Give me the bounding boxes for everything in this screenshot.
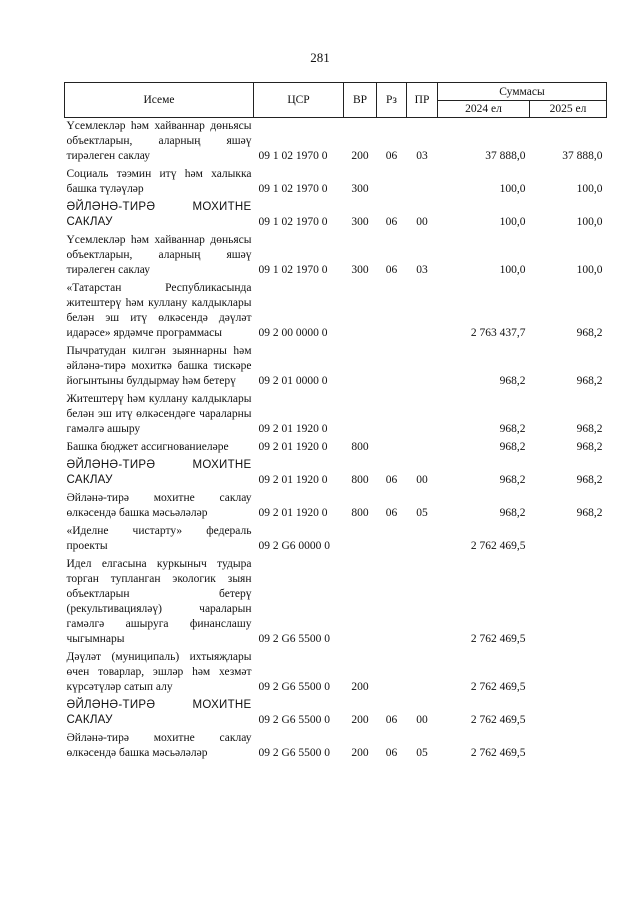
- cell-name: Пычратудан килгән зыяннарны һәм әйләнә-тирә мохиткә башка тискәре йогынтыны булдырмау һәм бетерү: [66, 345, 252, 387]
- cell-pr: 05: [416, 747, 428, 759]
- cell-name: ӘЙЛӘНӘ-ТИРӘ МОХИТНЕ САКЛАУ: [66, 459, 252, 486]
- table-row: [65, 199, 607, 232]
- cell-2025: [530, 523, 607, 556]
- column-header-sums: Суммасы: [438, 83, 607, 101]
- cell-2024: 100,0: [499, 264, 526, 276]
- cell-2024: 968,2: [499, 507, 526, 519]
- cell-2025: 968,2: [576, 507, 603, 519]
- cell-csr: 09 2 G6 5500 0: [258, 633, 331, 645]
- cell-csr: 09 2 01 1920 0: [258, 507, 328, 519]
- table-row: [65, 556, 607, 649]
- table-row: [65, 490, 607, 523]
- cell-2025: 968,2: [576, 375, 603, 387]
- cell-vr: 800: [351, 441, 369, 453]
- column-header-rz: Рз: [377, 83, 407, 118]
- cell-pr: [407, 649, 438, 697]
- cell-csr: 09 2 G6 5500 0: [258, 747, 331, 759]
- cell-vr: 300: [351, 264, 369, 276]
- cell-csr: 09 2 G6 5500 0: [258, 681, 331, 693]
- cell-name: Башка бюджет ассигнованиеләре: [66, 441, 229, 453]
- table-row: [65, 523, 607, 556]
- page-number: 281: [310, 50, 330, 65]
- column-header-name: Исеме: [65, 83, 254, 118]
- column-header-vr: ВР: [344, 83, 377, 118]
- cell-pr: 05: [416, 507, 428, 519]
- cell-2025: 37 888,0: [562, 150, 603, 162]
- column-header-2025: 2025 ел: [530, 101, 607, 118]
- cell-2024: 968,2: [499, 375, 526, 387]
- cell-2025: 968,2: [576, 423, 603, 435]
- cell-csr: 09 2 01 0000 0: [258, 375, 328, 387]
- cell-2024: 100,0: [499, 216, 526, 228]
- cell-2025: [530, 697, 607, 730]
- cell-2024: 968,2: [499, 474, 526, 486]
- cell-name: Социаль тәэмин итү һәм халыкка башка түләүләр: [66, 168, 252, 195]
- table-row: [65, 457, 607, 490]
- cell-name: ӘЙЛӘНӘ-ТИРӘ МОХИТНЕ САКЛАУ: [66, 699, 252, 726]
- cell-2025: 968,2: [576, 327, 603, 339]
- cell-name: Үсемлекләр һәм хайваннар дөньясы объектларын, аларның яшәү тирәлеген саклау: [66, 234, 252, 276]
- cell-pr: 03: [416, 264, 428, 276]
- cell-vr: 300: [351, 216, 369, 228]
- table-row: [65, 343, 607, 391]
- column-header-csr: ЦСР: [254, 83, 344, 118]
- cell-pr: [407, 166, 438, 199]
- cell-csr: 09 2 01 1920 0: [258, 441, 328, 453]
- cell-2024: 2 762 469,5: [470, 714, 526, 726]
- cell-rz: 06: [385, 150, 398, 162]
- cell-vr: 800: [351, 474, 369, 486]
- cell-pr: [407, 343, 438, 391]
- cell-rz: [377, 166, 407, 199]
- cell-vr: 200: [351, 747, 369, 759]
- table-header: [65, 83, 607, 118]
- cell-name: Дәүләт (муниципаль) ихтыяҗлары өчен товарлар, эшләр һәм хезмәт күрсәтүләр сатып алу: [66, 651, 252, 693]
- table-row: [65, 697, 607, 730]
- cell-pr: 03: [416, 150, 428, 162]
- cell-rz: 06: [385, 747, 398, 759]
- table-row: [65, 118, 607, 167]
- cell-name: Әйләнә-тирә мохитне саклау өлкәсендә башка мәсьәләләр: [66, 732, 252, 759]
- cell-vr: 200: [351, 681, 369, 693]
- cell-rz: [377, 523, 407, 556]
- cell-pr: [407, 523, 438, 556]
- cell-pr: [407, 556, 438, 649]
- table-row: [65, 166, 607, 199]
- column-header-2024: 2024 ел: [438, 101, 530, 118]
- table-row: [65, 439, 607, 457]
- cell-csr: 09 1 02 1970 0: [258, 183, 328, 195]
- cell-pr: [407, 439, 438, 457]
- cell-name: Житештерү һәм куллану калдыклары белән эш итү өлкәсендәге чараларны гамәлгә ашыру: [66, 393, 252, 435]
- cell-2024: 2 762 469,5: [470, 540, 526, 552]
- cell-vr: [344, 280, 377, 343]
- cell-pr: 00: [416, 216, 428, 228]
- cell-2024: 968,2: [499, 441, 526, 453]
- cell-2025: [530, 556, 607, 649]
- cell-name: ӘЙЛӘНӘ-ТИРӘ МОХИТНЕ САКЛАУ: [66, 201, 252, 228]
- cell-2025: [530, 730, 607, 763]
- cell-vr: [344, 523, 377, 556]
- cell-csr: 09 2 01 1920 0: [258, 474, 328, 486]
- table-row: [65, 232, 607, 280]
- cell-pr: [407, 280, 438, 343]
- cell-rz: [377, 391, 407, 439]
- cell-2024: 37 888,0: [485, 150, 526, 162]
- column-header-pr: ПР: [407, 83, 438, 118]
- cell-2025: 968,2: [576, 474, 603, 486]
- table-body: [65, 118, 607, 764]
- cell-vr: 300: [351, 183, 369, 195]
- cell-vr: [344, 556, 377, 649]
- cell-2025: 100,0: [576, 264, 603, 276]
- cell-rz: [377, 280, 407, 343]
- cell-name: Үсемлекләр һәм хайваннар дөньясы объектларын, аларның яшәү тирәлеген саклау: [66, 120, 252, 162]
- cell-csr: 09 1 02 1970 0: [258, 150, 328, 162]
- cell-vr: 200: [351, 150, 369, 162]
- cell-2024: 2 762 469,5: [470, 633, 526, 645]
- cell-2024: 100,0: [499, 183, 526, 195]
- cell-rz: [377, 649, 407, 697]
- cell-rz: [377, 439, 407, 457]
- table-row: [65, 730, 607, 763]
- cell-2024: 2 762 469,5: [470, 747, 526, 759]
- cell-2025: [530, 649, 607, 697]
- cell-csr: 09 2 G6 0000 0: [258, 540, 331, 552]
- cell-rz: 06: [385, 216, 398, 228]
- cell-rz: [377, 556, 407, 649]
- cell-vr: [344, 391, 377, 439]
- cell-vr: [344, 343, 377, 391]
- table-row: [65, 280, 607, 343]
- cell-name: Идел елгасына куркыныч тудыра торган тупланган экологик зыян объектларын бетерү (рекультивацияләү) чараларын гамәлгә ашыруга финанслашу чыгымнары: [66, 558, 252, 645]
- cell-name: «Иделне чистарту» федераль проекты: [66, 525, 252, 552]
- cell-csr: 09 2 01 1920 0: [258, 423, 328, 435]
- cell-pr: [407, 391, 438, 439]
- cell-rz: 06: [385, 474, 398, 486]
- cell-csr: 09 2 G6 5500 0: [258, 714, 331, 726]
- cell-pr: 00: [416, 714, 428, 726]
- cell-2024: 968,2: [499, 423, 526, 435]
- cell-vr: 800: [351, 507, 369, 519]
- cell-2025: 100,0: [576, 183, 603, 195]
- cell-rz: 06: [385, 264, 398, 276]
- cell-name: «Татарстан Республикасында житештерү һәм куллану калдыклары белән эш итү өлкәсендә дәүләт идарәсе» ярдәмче программасы: [66, 282, 252, 339]
- table-row: [65, 391, 607, 439]
- cell-csr: 09 1 02 1970 0: [258, 216, 328, 228]
- cell-2024: 2 762 469,5: [470, 681, 526, 693]
- cell-vr: 200: [351, 714, 369, 726]
- budget-table: [64, 82, 607, 763]
- cell-rz: [377, 343, 407, 391]
- cell-2025: 968,2: [576, 441, 603, 453]
- table-row: [65, 649, 607, 697]
- cell-csr: 09 1 02 1970 0: [258, 264, 328, 276]
- cell-rz: 06: [385, 507, 398, 519]
- cell-2024: 2 763 437,7: [470, 327, 526, 339]
- cell-name: Әйләнә-тирә мохитне саклау өлкәсендә башка мәсьәләләр: [66, 492, 252, 519]
- cell-2025: 100,0: [576, 216, 603, 228]
- cell-rz: 06: [385, 714, 398, 726]
- cell-csr: 09 2 00 0000 0: [258, 327, 328, 339]
- cell-pr: 00: [416, 474, 428, 486]
